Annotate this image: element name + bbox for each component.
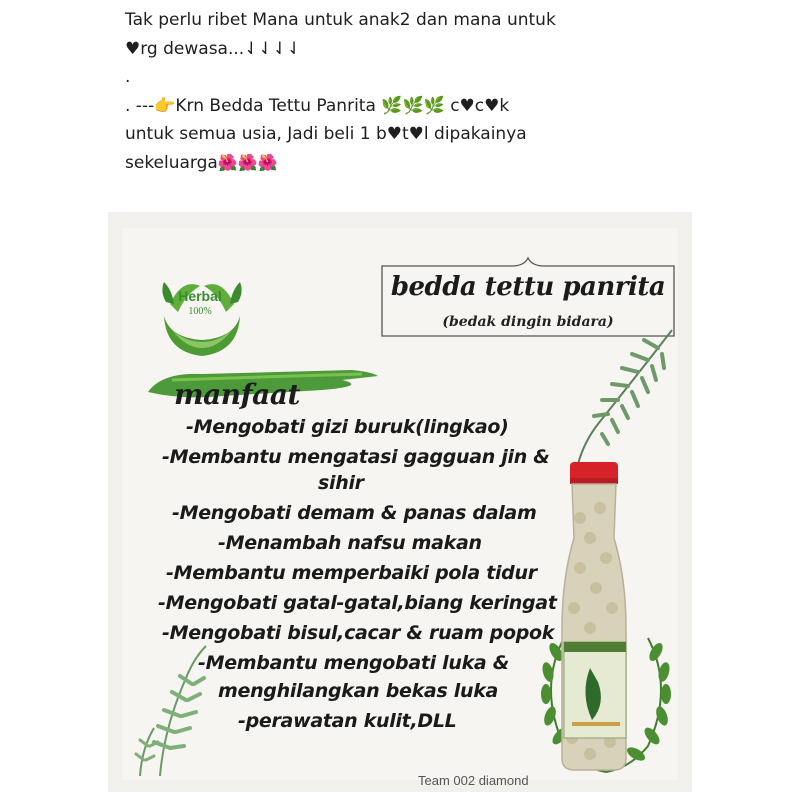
benefit-item: -Mengobati gizi buruk(lingkao)	[186, 416, 509, 438]
benefit-item: menghilangkan bekas luka	[218, 680, 499, 702]
herb-icon: 🌿	[423, 95, 445, 116]
benefit-item: -Membantu memperbaiki pola tidur	[166, 562, 537, 584]
caption-product-mention: Krn Bedda Tettu Panrita	[175, 95, 376, 116]
herb-icon: 🌿	[381, 95, 403, 116]
benefit-item: sihir	[318, 472, 364, 494]
foliage-branch-icon	[568, 324, 678, 474]
hibiscus-icon: 🌺	[217, 152, 238, 172]
benefit-item: -Membantu mengatasi gagguan jin &	[162, 446, 550, 468]
benefit-item: -perawatan kulit,DLL	[238, 710, 457, 732]
caption-line-3: .	[125, 67, 131, 87]
badge-percent: 100%	[188, 306, 212, 317]
caption-line-6	[125, 149, 785, 178]
caption-dashes: . ---	[125, 95, 155, 116]
benefit-item: -Mengobati bisul,cacar & ruam popok	[162, 622, 555, 644]
product-poster[interactable]	[108, 212, 692, 792]
foliage-sprig-icon	[130, 638, 220, 778]
hibiscus-icon: 🌺	[237, 152, 258, 172]
caption-line-1: Tak perlu ribet Mana untuk anak2 dan mana untuk	[125, 10, 556, 30]
badge-word: Herbal	[178, 288, 222, 304]
product-subtitle: (bedak dingin bidara)	[442, 314, 614, 330]
caption-line-5: untuk semua usia, Jadi beli 1 b♥t♥l dipakainya	[125, 124, 527, 144]
caption-cocok: c♥c♥k	[450, 95, 510, 116]
caption-family: sekeluarga	[125, 152, 218, 173]
hibiscus-icon: 🌺	[257, 152, 278, 172]
product-bottle-icon	[550, 458, 640, 778]
team-credit: Team 002 diamond	[418, 773, 529, 788]
benefit-item: -Menambah nafsu makan	[218, 532, 482, 554]
post-caption	[125, 6, 785, 177]
product-title: bedda tettu panrita	[390, 272, 666, 302]
benefit-item: -Mengobati gatal-gatal,biang keringat	[158, 592, 557, 614]
poster-canvas	[122, 228, 678, 788]
caption-line-2: ♥rg dewasa...⇃⇃⇃⇃	[125, 38, 302, 59]
pointing-hand-icon: 👉	[154, 95, 176, 116]
benefits-heading: manfaat	[174, 378, 300, 411]
benefit-item: -Membantu mengobati luka &	[198, 652, 510, 674]
benefit-item: -Mengobati demam & panas dalam	[172, 502, 537, 524]
herb-icon: 🌿	[402, 95, 424, 116]
caption-line-4	[125, 92, 785, 121]
